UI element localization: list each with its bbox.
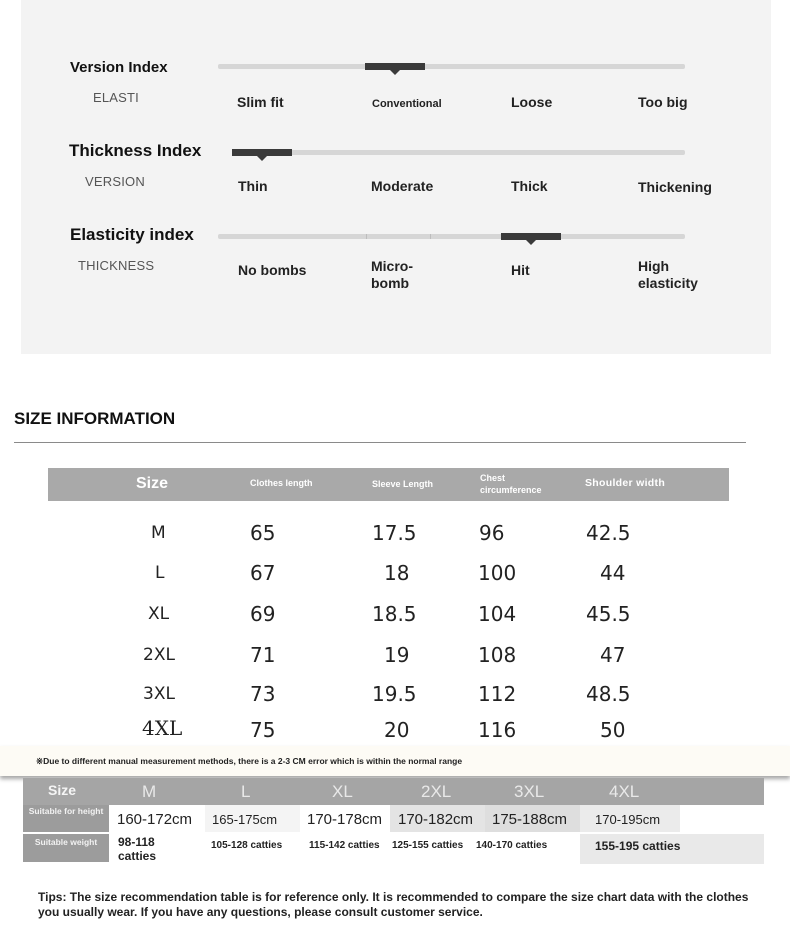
elasticity-option: No bombs <box>238 262 307 278</box>
clothes-length-column-header: Clothes length <box>250 478 313 488</box>
table-cell-size: L <box>155 563 165 583</box>
suitable-weight-value: 105-128 catties <box>211 840 283 851</box>
table-cell-clothes-length: 71 <box>250 643 276 667</box>
suitable-height-value: 175-188cm <box>492 811 568 828</box>
table-cell-size: M <box>151 523 166 543</box>
version-option: Loose <box>511 94 553 110</box>
thickness-option: Moderate <box>371 178 434 194</box>
chest-circumference-column-header: Chest circumference <box>480 473 542 495</box>
suitable-weight-value: 155-195 catties <box>595 839 681 853</box>
table-cell-shoulder: 47 <box>600 643 626 667</box>
version-index-track <box>218 64 685 69</box>
thickness-index-title: Thickness Index <box>69 141 202 160</box>
table-cell-shoulder: 45.5 <box>586 602 631 626</box>
table-cell-shoulder: 50 <box>600 718 626 742</box>
suitable-height-value: 170-178cm <box>307 811 383 828</box>
thickness-option: Thickening <box>638 179 712 195</box>
version-index-title: Version Index <box>70 59 168 76</box>
thickness-option: Thick <box>511 178 548 194</box>
size-column-header: Size <box>136 475 169 492</box>
table-cell-size: 4XL <box>142 716 183 740</box>
table-cell-clothes-length: 67 <box>250 561 276 585</box>
recommendation-size: 3XL <box>514 782 545 801</box>
table-cell-shoulder: 42.5 <box>586 521 631 545</box>
table-cell-sleeve-length: 18.5 <box>372 602 417 626</box>
table-cell-chest: 112 <box>478 682 517 706</box>
table-cell-clothes-length: 73 <box>250 682 276 706</box>
table-cell-chest: 96 <box>479 521 505 545</box>
table-cell-size: XL <box>148 604 170 624</box>
elasticity-index-title: Elasticity index <box>70 225 194 244</box>
elasticity-track-tick <box>430 234 431 239</box>
recommendation-size: 4XL <box>609 782 640 801</box>
elasticity-option: High elasticity <box>638 258 698 291</box>
table-cell-clothes-length: 75 <box>250 718 276 742</box>
table-cell-chest: 104 <box>478 602 517 626</box>
table-cell-shoulder: 44 <box>600 561 626 585</box>
suitable-height-value: 165-175cm <box>212 812 278 827</box>
elasticity-index-track <box>218 234 685 239</box>
heading-divider <box>14 442 746 443</box>
suitable-weight-value: 140-170 catties <box>476 840 548 851</box>
suitable-height-value: 170-195cm <box>595 812 661 827</box>
table-cell-chest: 116 <box>478 718 517 742</box>
table-cell-size: 3XL <box>143 684 175 704</box>
elasticity-option: Micro- bomb <box>371 258 413 291</box>
elasticity-index-marker <box>501 233 561 240</box>
suitable-weight-label: Suitable weight <box>23 834 109 862</box>
elasticity-index-subtitle: THICKNESS <box>78 258 155 273</box>
table-cell-sleeve-length: 20 <box>384 718 410 742</box>
suitable-weight-value: 98-118 catties <box>118 835 157 863</box>
suitable-weight-value: 115-142 catties <box>309 840 380 851</box>
suitable-weight-value: 125-155 catties <box>392 840 464 851</box>
table-cell-clothes-length: 65 <box>250 521 276 545</box>
thickness-index-track <box>232 150 685 155</box>
recommendation-header <box>23 778 764 805</box>
shoulder-width-column-header: Shoulder width <box>585 477 666 489</box>
size-information-heading: SIZE INFORMATION <box>14 409 176 428</box>
elasticity-track-tick <box>366 234 367 239</box>
table-cell-sleeve-length: 17.5 <box>372 521 417 545</box>
version-index-marker <box>365 63 425 70</box>
table-cell-chest: 108 <box>478 643 517 667</box>
version-index-subtitle: ELASTI <box>93 90 139 105</box>
table-cell-sleeve-length: 18 <box>384 561 410 585</box>
size-tips-text: Tips: The size recommendation table is for reference only. It is recommended to compare the size chart data with the clothes you usually wear. If you have any questions, please consult customer service. <box>38 890 749 919</box>
table-cell-chest: 100 <box>478 561 517 585</box>
table-cell-sleeve-length: 19.5 <box>372 682 417 706</box>
recommendation-size: L <box>241 782 251 801</box>
thickness-option: Thin <box>238 178 268 194</box>
thickness-index-marker <box>232 149 292 156</box>
thickness-index-subtitle: VERSION <box>85 174 145 189</box>
measurement-note: ※Due to different manual measurement methods, there is a 2-3 CM error which is within the normal range <box>36 756 463 766</box>
table-cell-shoulder: 48.5 <box>586 682 631 706</box>
table-cell-sleeve-length: 19 <box>384 643 410 667</box>
suitable-height-value: 170-182cm <box>398 811 474 828</box>
version-option: Slim fit <box>237 94 284 110</box>
suitable-height-value: 160-172cm <box>117 811 193 828</box>
version-option: Too big <box>638 94 688 110</box>
version-option: Conventional <box>372 98 442 110</box>
suitable-height-label: Suitable for height <box>23 805 109 832</box>
recommendation-size: 2XL <box>421 782 452 801</box>
recommendation-size-label: Size <box>48 782 77 798</box>
elasticity-option: Hit <box>511 262 530 278</box>
recommendation-size: M <box>142 782 157 801</box>
table-cell-size: 2XL <box>143 645 175 665</box>
recommendation-size: XL <box>332 782 353 801</box>
sleeve-length-column-header: Sleeve Length <box>372 479 434 489</box>
table-cell-clothes-length: 69 <box>250 602 276 626</box>
